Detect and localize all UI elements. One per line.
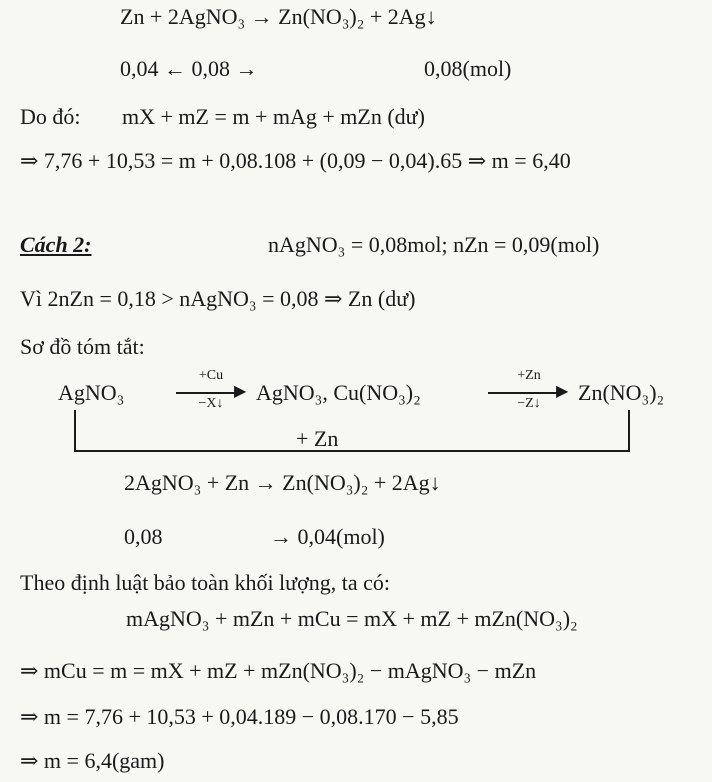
- bracket-right: [628, 410, 630, 452]
- bracket-left: [74, 410, 76, 452]
- mass-conservation-equation: mAgNO₃ + mZn + mCu = mX + mZ + mZn(NO₃)₂: [126, 606, 578, 631]
- m-calculation: ⇒ m = 7,76 + 10,53 + 0,04.189 − 0,08.170 − 5,85: [20, 704, 459, 729]
- comparison-line: Vì 2nZn = 0,18 > nAgNO₃ = 0,08 ⇒ Zn (dư): [20, 286, 416, 311]
- arrow2-bottom-label: −Z↓: [517, 396, 541, 411]
- eq2-amount-right: → 0,04(mol): [270, 524, 385, 549]
- m-result: ⇒ m = 6,4(gam): [20, 748, 165, 773]
- equation-amounts-right: 0,08(mol): [424, 56, 512, 81]
- arrow2-shaft: [488, 392, 562, 394]
- mcu-equation: ⇒ mCu = m = mX + mZ + mZn(NO₃)₂ − mAgNO₃ − mZn: [20, 658, 537, 683]
- arrow1-head-icon: ▶: [234, 383, 247, 400]
- arrow1-bottom-label: −X↓: [198, 396, 224, 411]
- bracket-label: + Zn: [296, 426, 339, 451]
- equation-zn-agno3: Zn + 2AgNO₃ → Zn(NO₃)₂ + 2Ag↓: [120, 4, 437, 29]
- eq2-amount-left: 0,08: [124, 524, 163, 549]
- calculation-line: ⇒ 7,76 + 10,53 = m + 0,08.108 + (0,09 − 0,04).65 ⇒ m = 6,40: [20, 148, 571, 173]
- bracket-bottom: [74, 450, 630, 452]
- do-do-label: Do đó:: [20, 104, 81, 129]
- scheme-start: AgNO₃: [58, 380, 125, 405]
- mass-balance-expression: mX + mZ = m + mAg + mZn (dư): [122, 104, 425, 129]
- scheme-end: Zn(NO₃)₂: [578, 380, 665, 405]
- arrow1-shaft: [176, 392, 240, 394]
- scheme-label: Sơ đồ tóm tắt:: [20, 334, 145, 359]
- conservation-law-line: Theo định luật bảo toàn khối lượng, ta có:: [20, 570, 390, 595]
- moles-expression: nAgNO₃ = 0,08mol; nZn = 0,09(mol): [268, 232, 600, 257]
- arrow2-top-label: +Zn: [517, 368, 541, 383]
- arrow1-top-label: +Cu: [198, 368, 224, 383]
- method-2-heading: Cách 2:: [20, 232, 92, 257]
- equation-amounts-left: 0,04 ← 0,08 →: [120, 56, 258, 81]
- equation-agno3-zn: 2AgNO₃ + Zn → Zn(NO₃)₂ + 2Ag↓: [124, 470, 441, 495]
- arrow2-head-icon: ▶: [556, 383, 569, 400]
- scheme-middle: AgNO₃, Cu(NO₃)₂: [256, 380, 421, 405]
